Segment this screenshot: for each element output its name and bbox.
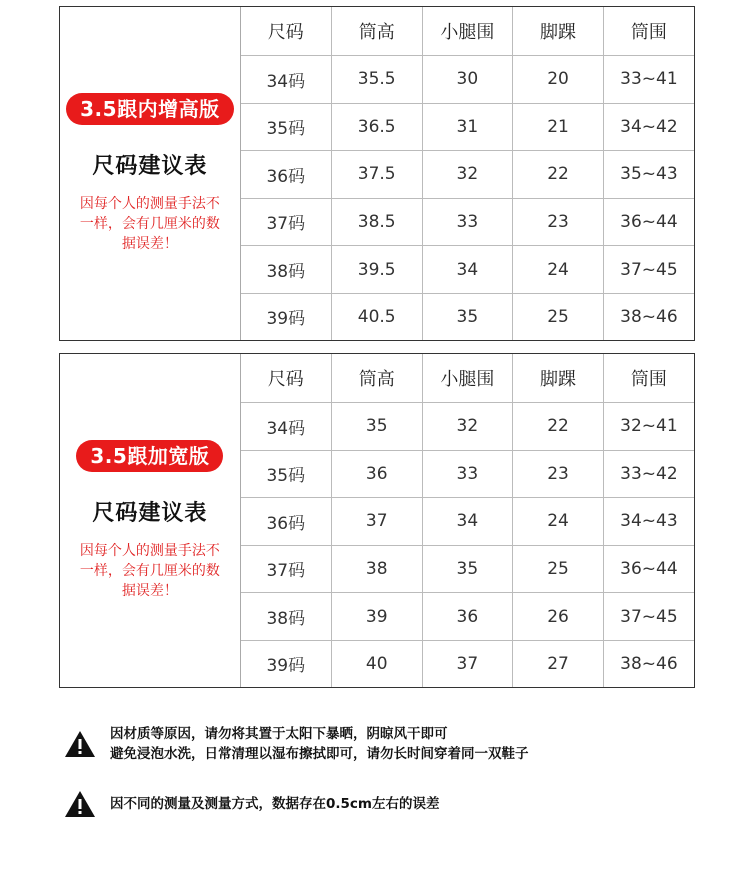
warning-line: 因不同的测量及测量方式，数据存在0.5cm左右的误差	[110, 796, 440, 812]
cell-shaft-height: 36	[331, 450, 422, 498]
cell-shaft-circumference: 37~45	[603, 593, 694, 641]
cell-ankle: 21	[513, 103, 604, 151]
cell-size: 37码	[241, 198, 332, 246]
header-size: 尺码	[241, 354, 332, 402]
header-size: 尺码	[241, 7, 332, 55]
measurement-note: 因每个人的测量手法不一样，会有几厘米的数据误差！	[79, 196, 220, 252]
size-chart-block	[59, 6, 695, 341]
cell-shaft-height: 39.5	[331, 246, 422, 294]
cell-shaft-circumference: 38~46	[603, 293, 694, 340]
header-ankle: 脚踝	[513, 354, 604, 402]
cell-ankle: 20	[513, 55, 604, 103]
table-row	[241, 545, 694, 593]
version-badge: 3.5跟加宽版	[76, 440, 223, 472]
table-row	[241, 151, 694, 199]
warning-note	[64, 790, 724, 818]
cell-shaft-height: 37.5	[331, 151, 422, 199]
cell-shaft-circumference: 38~46	[603, 640, 694, 687]
cell-shaft-circumference: 37~45	[603, 246, 694, 294]
cell-shaft-circumference: 33~42	[603, 450, 694, 498]
cell-calf: 33	[422, 450, 513, 498]
cell-calf: 32	[422, 402, 513, 450]
cell-size: 35码	[241, 103, 332, 151]
version-badge: 3.5跟内增高版	[66, 93, 233, 125]
cell-size: 38码	[241, 593, 332, 641]
cell-ankle: 24	[513, 498, 604, 546]
cell-size: 39码	[241, 640, 332, 687]
cell-shaft-height: 39	[331, 593, 422, 641]
table-row	[241, 640, 694, 687]
cell-ankle: 26	[513, 593, 604, 641]
cell-shaft-circumference: 34~43	[603, 498, 694, 546]
warning-triangle-icon	[64, 730, 96, 758]
table-row	[241, 293, 694, 340]
table-row	[241, 55, 694, 103]
cell-shaft-circumference: 36~44	[603, 545, 694, 593]
table-row	[241, 402, 694, 450]
cell-shaft-circumference: 33~41	[603, 55, 694, 103]
cell-size: 36码	[241, 498, 332, 546]
warning-line: 避免浸泡水洗，日常清理以湿布擦拭即可，请勿长时间穿着同一双鞋子	[110, 746, 529, 762]
header-shaft-circumference: 筒围	[603, 7, 694, 55]
size-chart-side-panel	[60, 7, 241, 340]
warning-text	[110, 794, 439, 814]
cell-ankle: 23	[513, 450, 604, 498]
cell-calf: 32	[422, 151, 513, 199]
cell-size: 35码	[241, 450, 332, 498]
cell-calf: 35	[422, 293, 513, 340]
cell-calf: 33	[422, 198, 513, 246]
table-header-row	[241, 354, 694, 402]
cell-size: 38码	[241, 246, 332, 294]
size-chart-side-panel	[60, 354, 241, 687]
cell-calf: 34	[422, 246, 513, 294]
header-ankle: 脚踝	[513, 7, 604, 55]
measurement-note: 因每个人的测量手法不一样，会有几厘米的数据误差！	[79, 543, 220, 599]
cell-shaft-circumference: 32~41	[603, 402, 694, 450]
table-row	[241, 198, 694, 246]
cell-ankle: 25	[513, 293, 604, 340]
table-row	[241, 498, 694, 546]
header-shaft-height: 筒高	[331, 7, 422, 55]
cell-ankle: 22	[513, 151, 604, 199]
cell-shaft-height: 37	[331, 498, 422, 546]
cell-calf: 34	[422, 498, 513, 546]
cell-ankle: 24	[513, 246, 604, 294]
size-table	[241, 354, 694, 687]
cell-calf: 37	[422, 640, 513, 687]
cell-shaft-circumference: 36~44	[603, 198, 694, 246]
cell-shaft-height: 38.5	[331, 198, 422, 246]
table-row	[241, 450, 694, 498]
table-row	[241, 246, 694, 294]
cell-ankle: 23	[513, 198, 604, 246]
size-table	[241, 7, 694, 340]
cell-shaft-height: 35	[331, 402, 422, 450]
cell-shaft-height: 40.5	[331, 293, 422, 340]
warning-text	[110, 724, 529, 764]
cell-shaft-height: 38	[331, 545, 422, 593]
cell-size: 34码	[241, 402, 332, 450]
size-chart-title: 尺码建议表	[92, 501, 208, 526]
table-header-row	[241, 7, 694, 55]
warning-triangle-icon	[64, 790, 96, 818]
cell-size: 37码	[241, 545, 332, 593]
cell-size: 36码	[241, 151, 332, 199]
size-chart-block	[59, 353, 695, 688]
cell-size: 39码	[241, 293, 332, 340]
cell-shaft-height: 40	[331, 640, 422, 687]
care-notes	[64, 724, 724, 844]
table-row	[241, 103, 694, 151]
warning-note	[64, 724, 724, 764]
table-row	[241, 593, 694, 641]
cell-calf: 36	[422, 593, 513, 641]
header-shaft-circumference: 筒围	[603, 354, 694, 402]
cell-ankle: 25	[513, 545, 604, 593]
cell-size: 34码	[241, 55, 332, 103]
header-shaft-height: 筒高	[331, 354, 422, 402]
header-calf-circumference: 小腿围	[422, 354, 513, 402]
cell-shaft-circumference: 35~43	[603, 151, 694, 199]
warning-line: 因材质等原因，请勿将其置于太阳下暴晒，阴晾风干即可	[110, 726, 448, 742]
cell-shaft-circumference: 34~42	[603, 103, 694, 151]
cell-ankle: 22	[513, 402, 604, 450]
cell-calf: 35	[422, 545, 513, 593]
cell-calf: 30	[422, 55, 513, 103]
cell-shaft-height: 35.5	[331, 55, 422, 103]
header-calf-circumference: 小腿围	[422, 7, 513, 55]
cell-shaft-height: 36.5	[331, 103, 422, 151]
size-chart-title: 尺码建议表	[92, 154, 208, 179]
cell-calf: 31	[422, 103, 513, 151]
cell-ankle: 27	[513, 640, 604, 687]
